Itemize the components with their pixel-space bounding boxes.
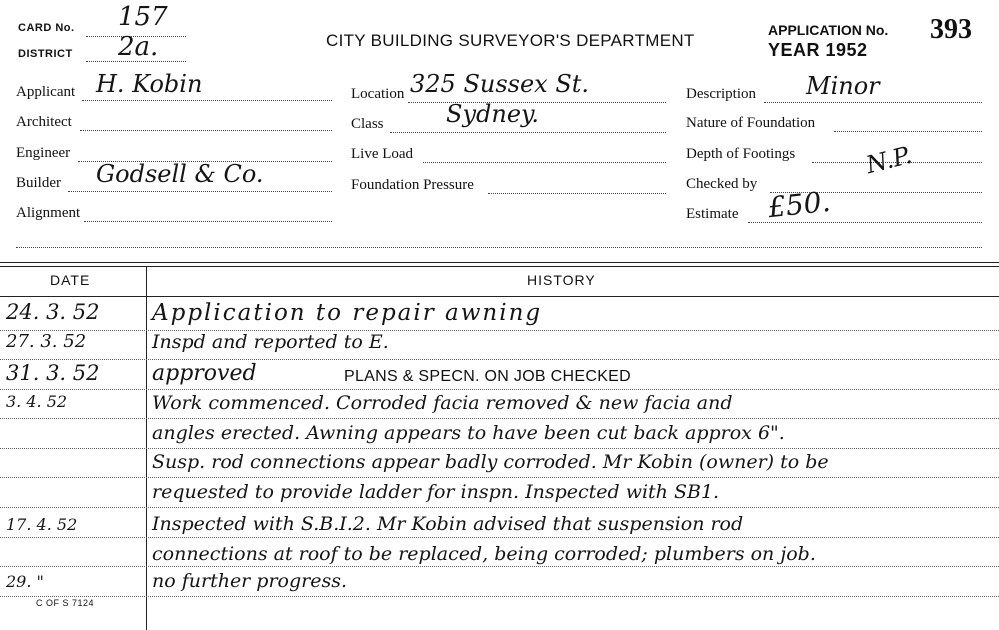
table-top-border-2: [0, 266, 999, 267]
history-row-text: Application to repair awning: [152, 300, 543, 326]
blank-dotted-line: [16, 247, 982, 248]
class-label: Class: [351, 116, 384, 132]
department-title: CITY BUILDING SURVEYOR'S DEPARTMENT: [326, 31, 695, 50]
depth-of-footings-value: N.P.: [863, 140, 915, 180]
row-rule: [0, 507, 999, 508]
foundation-pressure-label: Foundation Pressure: [351, 177, 474, 193]
architect-label: Architect: [16, 114, 72, 130]
live-load-line: [423, 162, 666, 163]
application-no-label: APPLICATION No.: [768, 22, 889, 38]
depth-of-footings-label: Depth of Footings: [686, 146, 796, 162]
row-rule: [0, 418, 999, 419]
card-no-label: CARD No.: [18, 22, 75, 34]
history-row-text: requested to provide ladder for inspn. Inspected with SB1.: [152, 481, 720, 503]
alignment-line: [84, 221, 332, 222]
history-row-text: Inspd and reported to E.: [152, 331, 389, 353]
row-rule: [0, 448, 999, 449]
applicant-line: [82, 100, 332, 101]
checked-by-label: Checked by: [686, 176, 758, 192]
district-value: 2a.: [118, 32, 159, 62]
row-rule: [0, 477, 999, 478]
table-header-border: [0, 296, 999, 297]
applicant-value: H. Kobin: [96, 70, 203, 98]
district-label: DISTRICT: [18, 48, 73, 60]
estimate-label: Estimate: [686, 206, 739, 222]
application-no-value: 393: [930, 14, 972, 45]
history-row-date: 29. ": [6, 572, 44, 591]
date-header: DATE: [50, 272, 91, 288]
history-row-date: 31. 3. 52: [6, 361, 100, 385]
live-load-label: Live Load: [351, 146, 414, 162]
class-line: [390, 132, 666, 133]
history-header: HISTORY: [527, 272, 596, 288]
history-row-date: 17. 4. 52: [6, 515, 78, 534]
description-value: Minor: [806, 72, 880, 100]
estimate-value: £50.: [766, 184, 832, 225]
row-rule: [0, 359, 999, 360]
history-row-date: 27. 3. 52: [6, 331, 87, 352]
history-row-text: Work commenced. Corroded facia removed & new facia and: [152, 392, 733, 414]
form-code: C OF S 7124: [36, 598, 95, 608]
builder-line: [68, 191, 332, 192]
history-row-text: Inspected with S.B.I.2. Mr Kobin advised that suspension rod: [152, 513, 744, 535]
applicant-label: Applicant: [16, 84, 76, 100]
card-no-value: 157: [118, 2, 168, 32]
class-value: Sydney.: [446, 100, 540, 128]
description-label: Description: [686, 86, 756, 102]
plans-checked-stamp: PLANS & SPECN. ON JOB CHECKED: [344, 368, 631, 385]
description-line: [764, 102, 982, 103]
history-row-text: approved: [152, 361, 257, 386]
builder-value: Godsell & Co.: [96, 160, 264, 188]
history-row-text: connections at roof to be replaced, being corroded; plumbers on job.: [152, 543, 816, 565]
history-row-text: no further progress.: [152, 570, 348, 592]
table-top-border: [0, 262, 999, 263]
row-rule: [0, 389, 999, 390]
engineer-label: Engineer: [16, 145, 71, 161]
history-row-date: 3. 4. 52: [6, 392, 68, 411]
row-rule: [0, 537, 999, 538]
year-label: YEAR 1952: [768, 40, 868, 60]
architect-line: [80, 130, 332, 131]
nature-of-foundation-label: Nature of Foundation: [686, 115, 816, 131]
row-rule: [0, 566, 999, 567]
history-row-text: Susp. rod connections appear badly corroded. Mr Kobin (owner) to be: [152, 451, 829, 473]
row-rule: [0, 596, 999, 597]
alignment-label: Alignment: [16, 205, 81, 221]
history-row-text: angles erected. Awning appears to have been cut back approx 6".: [152, 422, 785, 444]
location-value: 325 Sussex St.: [410, 70, 590, 98]
location-label: Location: [351, 86, 405, 102]
history-row-date: 24. 3. 52: [6, 300, 100, 324]
foundation-pressure-line: [488, 193, 666, 194]
nature-of-foundation-line: [834, 131, 982, 132]
builder-label: Builder: [16, 175, 61, 191]
